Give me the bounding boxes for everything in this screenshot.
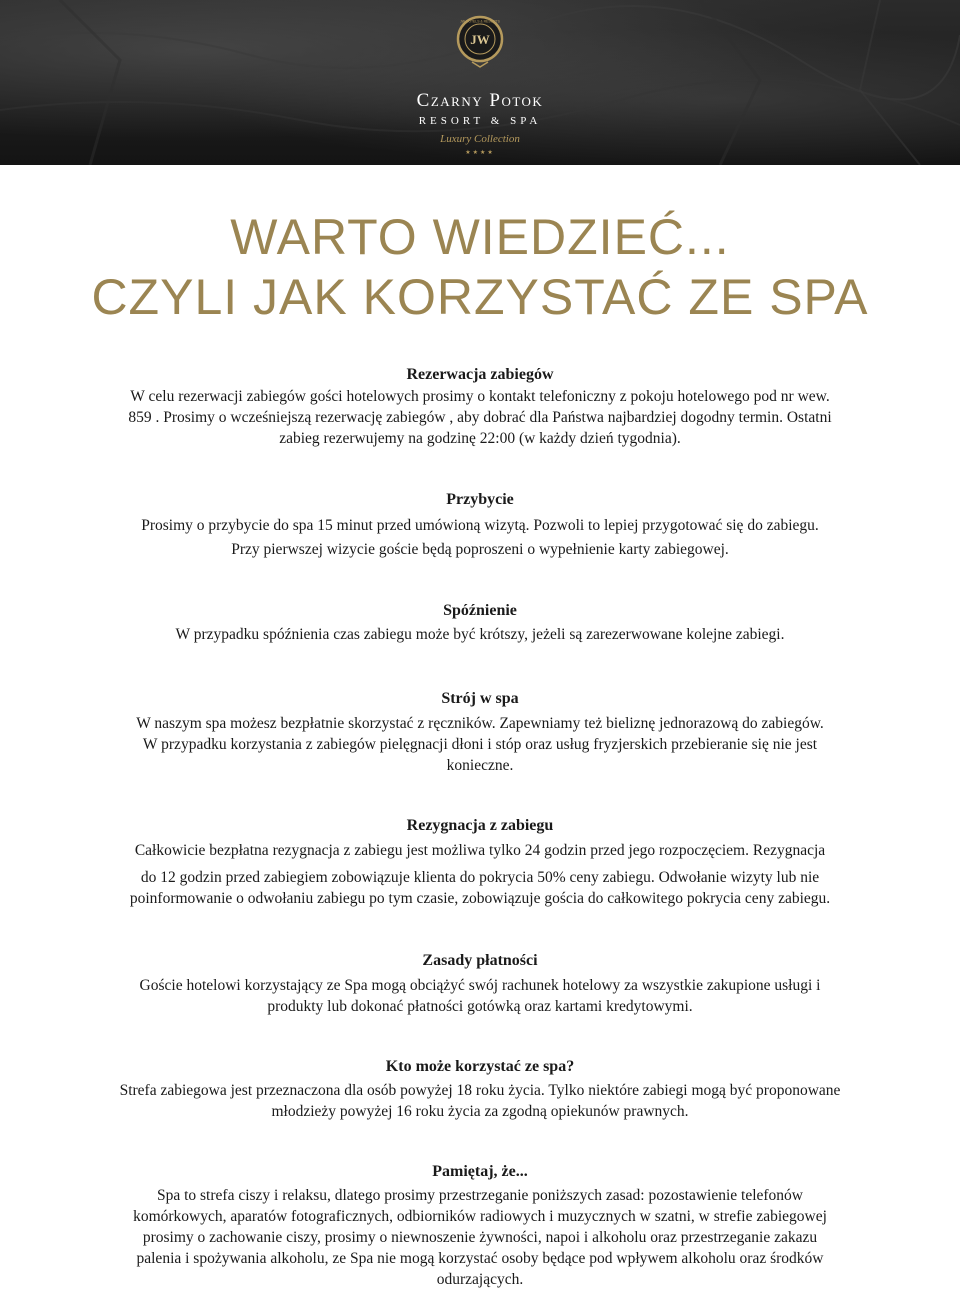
section-line: komórkowych, aparatów fotograficznych, odbiorników radiowych i muzycznych w szatni, w strefie zabiegowej [133,1208,827,1225]
resort-logo [380,14,580,154]
page-title-line-2: CZYLI JAK KORZYSTAĆ ZE SPA [91,269,869,325]
section-rezygnacja [80,815,880,909]
header-banner [0,0,960,165]
section-heading: Zasady płatności [422,952,538,969]
section-heading: Spóźnienie [443,602,517,619]
section-stroj [80,688,880,776]
section-kto-moze [80,1056,880,1122]
section-line: młodzieży powyżej 16 roku życia za zgodną opiekunów prawnych. [271,1103,689,1120]
brand-subtitle: RESORT & SPA [418,115,542,127]
section-line: poinformowanie o odwołaniu zabiegu po tym czasie, zobowiązuje gościa do całkowitego pokrycia ceny zabiegu. [129,890,831,907]
section-heading: Strój w spa [441,690,519,707]
svg-text:JW HOTELS & RESORTS: JW HOTELS & RESORTS [460,19,500,24]
section-platnosci [80,950,880,1017]
section-line: 859 . Prosimy o wcześniejszą rezerwację zabiegów , aby dobrać dla Państwa najbardziej dogodny termin. Ostatni [128,409,832,426]
section-heading: Kto może korzystać ze spa? [385,1058,575,1075]
brand-collection: Luxury Collection [440,133,520,145]
jw-badge-icon [455,14,505,70]
section-line: W przypadku spóźnienia czas zabiegu może być krótszy, jeżeli są zarezerwowane kolejne zabiegi. [175,626,785,643]
section-line: do 12 godzin przed zabiegiem zobowiązuje klienta do pokrycia 50% ceny zabiegu. Odwołanie wizyty lub nie [140,869,820,886]
section-line: Spa to strefa ciszy i relaksu, dlatego prosimy przestrzeganie poniższych zasad: pozostawienie telefonów [156,1187,804,1204]
section-line: Przy pierwszej wizycie goście będą poproszeni o wypełnienie karty zabiegowej. [231,541,729,558]
section-line: prosimy o zachowanie ciszy, prosimy o niewnoszenie żywności, napoi i alkoholu oraz przestrzeganie zakazu [142,1229,818,1246]
section-line: odurzających. [436,1271,524,1288]
section-heading: Przybycie [446,491,514,508]
section-line: W naszym spa możesz bezpłatnie skorzystać z ręczników. Zapewniamy też bieliznę jednorazową do zabiegów. [136,715,824,732]
brand-name: Czarny Potok [416,90,544,111]
section-heading: Pamiętaj, że... [432,1163,528,1180]
section-pamietaj [80,1161,880,1290]
section-line: produkty lub dokonać płatności gotówką oraz kartami kredytowymi. [267,998,693,1015]
section-line: Prosimy o przybycie do spa 15 minut przed umówioną wizytą. Pozwoli to lepiej przygotować się do zabiegu. [141,517,819,534]
section-line: zabieg rezerwujemy na godzinę 22:00 (w każdy dzień tygodnia). [279,430,681,447]
section-heading: Rezygnacja z zabiegu [406,817,554,834]
section-line: W przypadku korzystania z zabiegów pielęgnacji dłoni i stóp oraz usług fryzjerskich przebieranie się nie jest [142,736,818,753]
brand-stars: ★★★★ [465,150,495,156]
section-line: konieczne. [446,757,514,774]
section-przybycie [80,489,880,560]
section-rezerwacja [80,364,880,449]
section-spoznienie [80,600,880,645]
svg-text:JW: JW [470,32,490,47]
section-line: W celu rezerwacji zabiegów gości hotelowych prosimy o kontakt telefoniczny z pokoju hotelowego pod nr wew. [130,388,830,405]
section-line: Strefa zabiegowa jest przeznaczona dla osób powyżej 18 roku życia. Tylko niektóre zabiegi mogą być proponowane [119,1082,841,1099]
section-line: Goście hotelowi korzystający ze Spa mogą obciążyć swój rachunek hotelowy za wszystkie zakupione usługi i [139,977,821,994]
section-heading: Rezerwacja zabiegów [406,366,554,383]
page-title-line-1: WARTO WIEDZIEĆ... [230,209,730,265]
section-line: Całkowicie bezpłatna rezygnacja z zabiegu jest możliwa tylko 24 godzin przed jego rozpoczęciem. Rezygnacja [134,842,826,859]
section-line: palenia i spożywania alkoholu, ze Spa nie mogą korzystać osoby będące pod wpływem alkoholu oraz środków [136,1250,824,1267]
